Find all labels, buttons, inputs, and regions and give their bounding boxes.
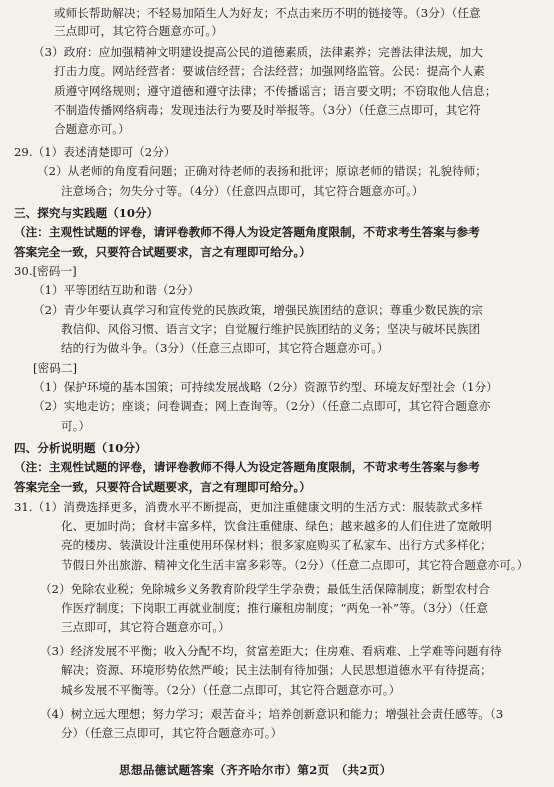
text-line: （4）树立远大理想；努力学习；艰苦奋斗；培养创新意识和能力；增强社会责任感等。（3 — [40, 707, 504, 721]
section-heading-3: 三、探究与实践题（10分） — [14, 206, 159, 220]
text-line: （3）经济发展不平衡；收入分配不均，贫富差距大；住房难、看病难、上学难等问题有待 — [40, 644, 502, 658]
text-line: （2）从老师的角度看问题；正确对待老师的表扬和批评；原谅老师的错误；礼貌待师； — [37, 164, 487, 178]
question-31: 31.（1）消费选择更多，消费水平不断提高，更加注重健康文明的生活方式：服装款式多样 — [14, 500, 483, 514]
text-line: 化、更加时尚；食材丰富多样，饮食注重健康、绿色；越来越多的人们住进了宽敞明 — [61, 519, 492, 533]
text-line: 三点即可，其它符合题意亦可。） — [61, 620, 230, 634]
text-line: （1）保护环境的基本国策；可持续发展战略（2分）资源节约型、环境友好型社会（1分） — [33, 380, 498, 394]
text-line: （2）免除农业税；免除城乡义务教育阶段学生学杂费；最低生活保障制度；新型农村合 — [40, 582, 490, 596]
text-line: 结的行为做斗争。（3分）（任意三点即可，其它符合题意亦可。） — [61, 341, 389, 355]
text-line: 三点即可，其它符合题意亦可。） — [54, 24, 223, 38]
text-line: 质遵守网络规则；遵守道德和遵守法律；不传播谣言；语言要文明；不窃取他人信息； — [54, 84, 497, 98]
section-heading-4: 四、分析说明题（10分） — [14, 441, 147, 455]
text-line: 或师长帮助解决；不轻易加陌生人为好友；不点击来历不明的链接等。（3分）（任意 — [54, 6, 481, 20]
text-line: 打击力度。网站经营者：要诚信经营；合法经营；加强网络监管。公民：提高个人素 — [54, 64, 485, 78]
text-line: （1）平等团结互助和谐（2分） — [33, 283, 200, 297]
grading-note: 答案完全一致，只要符合试题要求，言之有理即可给分。） — [14, 245, 311, 259]
text-line: 合题意亦可。） — [54, 122, 130, 136]
text-line: 注意场合；勿失分寸等。（4分）（任意四点即可，其它符合题意亦可。） — [61, 184, 424, 198]
text-line: 教信仰、风俗习惯、语言文字；自觉履行维护民族团结的义务；坚决与破坏民族团 — [61, 322, 481, 336]
text-line: （2）实地走访；座谈；问卷调查；网上查询等。（2分）（任意二点即可，其它符合题意亦 — [33, 399, 491, 413]
page-footer: 思想品德试题答案（齐齐哈尔市）第2页 （共2页） — [119, 763, 392, 777]
grading-note: （注：主观性试题的评卷，请评卷教师不得人为设定答题角度限制，不苛求考生答案与参考 — [14, 225, 480, 239]
text-line: 分）（任意三点即可，其它符合题意亦可。） — [61, 726, 283, 740]
text-line: （2）青少年要认真学习和宣传党的民族政策，增强民族团结的意识；尊重少数民族的宗 — [33, 303, 483, 317]
grading-note: 答案完全一致，只要符合试题要求，言之有理即可给分。） — [14, 480, 311, 494]
text-line: 作医疗制度；下岗职工再就业制度；推行廉租房制度；“两免一补”等。（3分）（任意 — [61, 601, 488, 615]
code-label: [密码二] — [33, 361, 78, 375]
text-line: （3）政府：应加强精神文明建设提高公民的道德素质，法律素养；完善法律法规，加大 — [33, 45, 483, 59]
text-line: 不制造传播网络病毒；发现违法行为要及时举报等。（3分）（任意三点即可，其它符 — [54, 103, 481, 117]
question-30: 30.[密码一] — [14, 264, 77, 278]
question-29: 29.（1）表述清楚即可（2分） — [14, 145, 176, 159]
text-line: 解决；资源、环境形势依然严峻；民主法制有待加强；人民思想道德水平有待提高； — [61, 663, 492, 677]
text-line: 亮的楼房、装潢设计注重使用环保材料；很多家庭购买了私家车、出行方式多样化； — [61, 538, 492, 552]
text-line: 节假日外出旅游、精神文化生活丰富多彩等。（2分）（任意二点即可，其它符合题意亦可。） — [61, 558, 529, 572]
text-line: 城乡发展不平衡等。（2分）（任意二点即可，其它符合题意亦可。） — [61, 683, 401, 697]
grading-note: （注：主观性试题的评卷，请评卷教师不得人为设定答题角度限制，不苛求考生答案与参考 — [14, 460, 480, 474]
text-line: 可。） — [61, 419, 91, 433]
